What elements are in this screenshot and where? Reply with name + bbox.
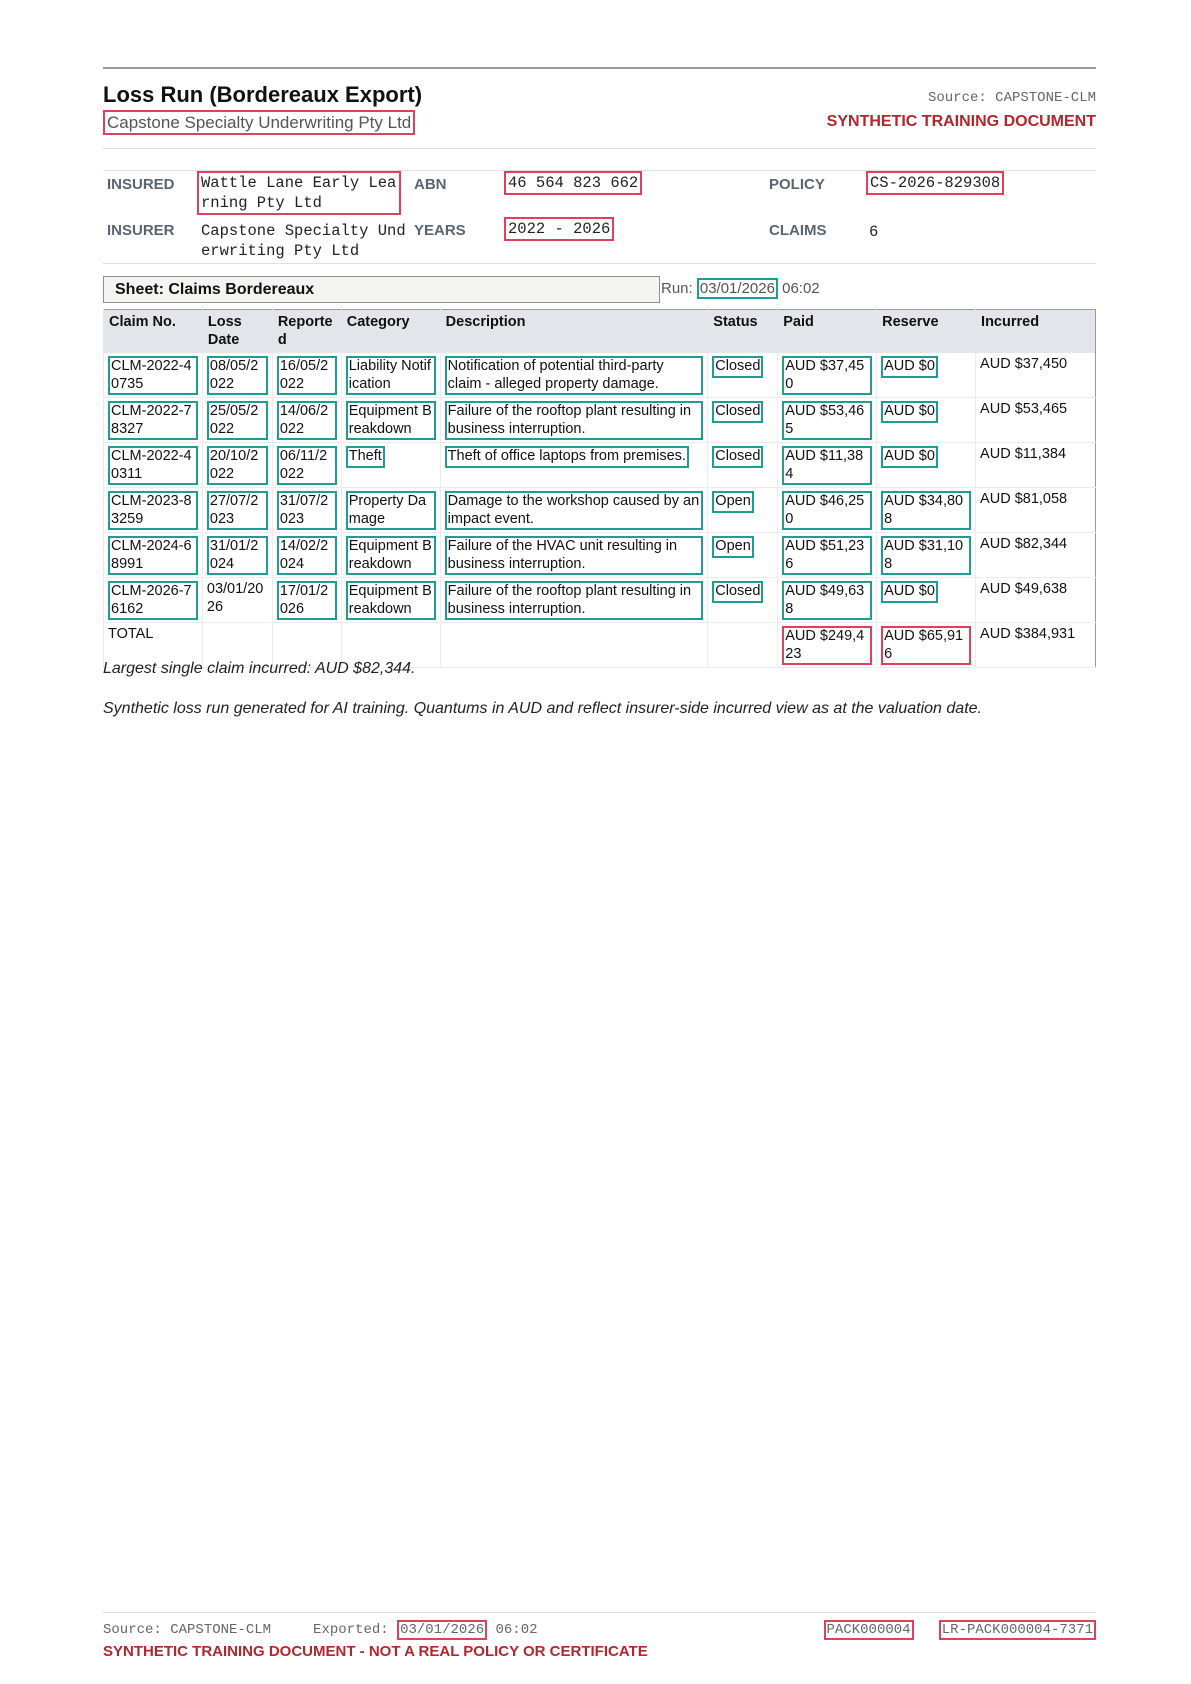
reserve-amount: AUD $34,808 [881,491,971,530]
total-incurred: AUD $384,931 [980,626,1076,642]
abn-label: ABN [414,176,447,193]
description: Damage to the workshop caused by an impact event. [445,491,704,530]
table-row [104,443,1096,488]
description: Failure of the rooftop plant resulting in business interruption. [445,581,704,620]
status: Open [712,536,753,558]
table-header-row [104,310,1096,354]
column-header: Reserve [877,310,976,354]
footer-exported-date: 03/01/2026 [397,1620,487,1640]
run-stamp [661,280,820,297]
column-header: Incurred [976,310,1096,354]
column-header: Reported [272,310,341,354]
reserve-amount: AUD $31,108 [881,536,971,575]
claim-number: CLM-2024-68991 [108,536,198,575]
page-title: Loss Run (Bordereaux Export) [103,82,423,107]
abn-value: 46 564 823 662 [504,171,642,195]
category: Equipment Breakdown [346,401,436,440]
table-row [104,533,1096,578]
status: Closed [712,356,763,378]
claims-count: 6 [869,223,879,241]
footer-exported-label: Exported: [313,1622,389,1638]
total-paid: AUD $249,423 [782,626,872,665]
incurred-amount: AUD $49,638 [980,581,1068,597]
status: Open [712,491,753,513]
company-name: Capstone Specialty Underwriting Pty Ltd [103,110,415,135]
category: Equipment Breakdown [346,536,436,575]
column-header: Paid [778,310,877,354]
column-header: Claim No. [104,310,203,354]
incurred-amount: AUD $81,058 [980,491,1068,507]
paid-amount: AUD $51,236 [782,536,872,575]
divider [103,263,1096,264]
run-date: 03/01/2026 [697,278,778,299]
loss-date: 03/01/2026 [206,581,264,615]
sheet-title: Sheet: Claims Bordereaux [103,276,660,303]
claim-number: CLM-2022-78327 [108,401,198,440]
divider [103,148,1096,149]
reported-date: 17/01/2026 [277,581,337,620]
policy-label: POLICY [769,176,825,193]
footer-divider [103,1612,1096,1613]
footer-references [824,1622,1096,1638]
footer-exported-time: 06:02 [495,1622,538,1638]
description: Failure of the rooftop plant resulting in business interruption. [445,401,704,440]
loss-date: 27/07/2023 [207,491,268,530]
footer-source: Source: CAPSTONE-CLM [103,1622,272,1638]
loss-date: 08/05/2022 [207,356,268,395]
description: Theft of office laptops from premises. [445,446,689,468]
table-row [104,353,1096,398]
claims-table [103,309,1096,668]
total-label: TOTAL [108,626,154,642]
incurred-amount: AUD $11,384 [980,446,1067,462]
reserve-amount: AUD $0 [881,401,938,423]
reserve-amount: AUD $0 [881,356,938,378]
insured-value: Wattle Lane Early Learning Pty Ltd [197,171,401,215]
table-row [104,578,1096,623]
reserve-amount: AUD $0 [881,581,938,603]
column-header: Description [440,310,708,354]
footer-export-info [103,1622,538,1638]
reported-date: 14/02/2024 [277,536,337,575]
disclaimer-note: Synthetic loss run generated for AI training. Quantums in AUD and reflect insurer-side incurred view as at the valuation date. [103,700,982,717]
status: Closed [712,446,763,468]
status: Closed [712,401,763,423]
loss-date: 31/01/2024 [207,536,268,575]
loss-date: 25/05/2022 [207,401,268,440]
claim-number: CLM-2022-40735 [108,356,198,395]
column-header: Loss Date [202,310,272,354]
incurred-amount: AUD $82,344 [980,536,1068,552]
paid-amount: AUD $49,638 [782,581,872,620]
footer-synthetic-banner: SYNTHETIC TRAINING DOCUMENT - NOT A REAL POLICY OR CERTIFICATE [103,1643,648,1660]
reported-date: 16/05/2022 [277,356,337,395]
category: Equipment Breakdown [346,581,436,620]
reported-date: 31/07/2023 [277,491,337,530]
years-label: YEARS [414,222,466,239]
claims-label: CLAIMS [769,222,827,239]
column-header: Status [708,310,778,354]
table-row [104,398,1096,443]
run-time: 06:02 [782,280,820,297]
reported-date: 06/11/2022 [277,446,337,485]
incurred-amount: AUD $37,450 [980,356,1068,372]
category: Liability Notification [346,356,436,395]
incurred-amount: AUD $53,465 [980,401,1068,417]
paid-amount: AUD $53,465 [782,401,872,440]
status: Closed [712,581,763,603]
synthetic-banner: SYNTHETIC TRAINING DOCUMENT [826,113,1096,130]
policy-info-block [103,171,1096,263]
policy-value: CS-2026-829308 [866,171,1004,195]
source-label: Source: CAPSTONE-CLM [927,90,1096,106]
column-header: Category [341,310,440,354]
table-row [104,488,1096,533]
loss-date: 20/10/2022 [207,446,268,485]
category: Property Damage [346,491,436,530]
years-value: 2022 - 2026 [504,217,614,241]
total-reserve: AUD $65,916 [881,626,971,665]
claim-number: CLM-2023-83259 [108,491,198,530]
insurer-label: INSURER [107,222,175,239]
insurer-value: Capstone Specialty Underwriting Pty Ltd [201,222,406,260]
category: Theft [346,446,385,468]
insured-label: INSURED [107,176,175,193]
pack-id: PACK000004 [824,1620,914,1640]
reference-id: LR-PACK000004-7371 [939,1620,1096,1640]
description: Failure of the HVAC unit resulting in business interruption. [445,536,704,575]
claim-number: CLM-2026-76162 [108,581,198,620]
run-label: Run: [661,280,693,297]
claim-number: CLM-2022-40311 [108,446,198,485]
paid-amount: AUD $37,450 [782,356,872,395]
largest-claim-note: Largest single claim incurred: AUD $82,344. [103,660,416,677]
description: Notification of potential third-party claim - alleged property damage. [445,356,704,395]
top-divider [103,67,1096,69]
reserve-amount: AUD $0 [881,446,938,468]
paid-amount: AUD $46,250 [782,491,872,530]
reported-date: 14/06/2022 [277,401,337,440]
paid-amount: AUD $11,384 [782,446,872,485]
